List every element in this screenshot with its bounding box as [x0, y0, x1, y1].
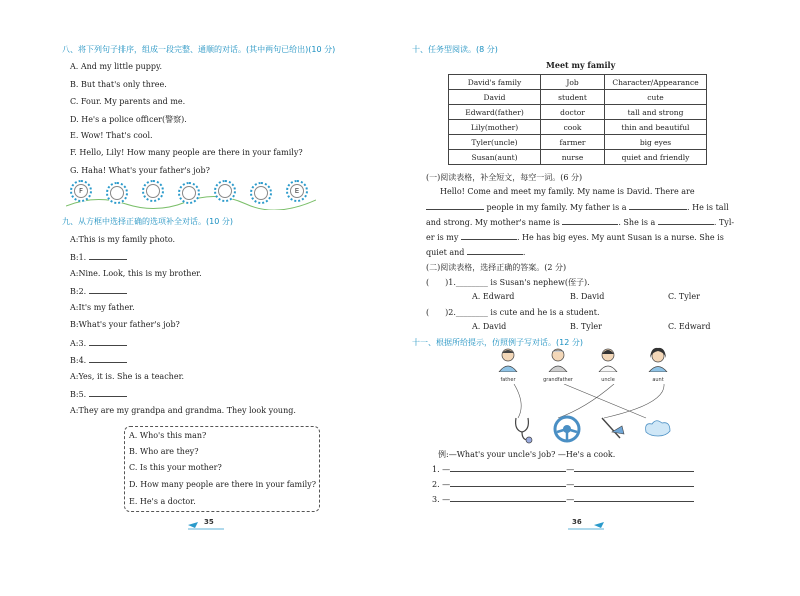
section-11-title: 十一、根据所给提示，仿照例子写对话。(12 分)	[412, 338, 583, 347]
table-cell: nurse	[541, 150, 605, 165]
options-box	[124, 426, 320, 512]
uncle-icon	[595, 346, 621, 372]
option-e: E. He's a doctor.	[129, 497, 196, 506]
person-grandfather: grandfather	[538, 346, 578, 383]
part-2-title: (二)阅读表格，选择正确的答案。(2 分)	[426, 263, 567, 272]
part-1-title: (一)阅读表格，补全短文，每空一词。(6 分)	[426, 173, 583, 182]
q1-option-c[interactable]: C. Tyler	[668, 292, 700, 301]
table-cell: cook	[541, 120, 605, 135]
page-number: 36	[572, 518, 582, 526]
steering-wheel-icon	[552, 414, 582, 444]
flower-slot-5[interactable]	[214, 180, 236, 202]
table-row	[449, 105, 707, 120]
person-uncle: uncle	[588, 346, 628, 383]
table-row	[449, 135, 707, 150]
passage-blank-5[interactable]	[461, 232, 517, 240]
answer-blank-1[interactable]	[89, 252, 127, 260]
option-d: D. How many people are there in your family?	[129, 480, 317, 489]
answer-blank-4[interactable]	[89, 355, 127, 363]
write-blank-2a[interactable]	[450, 479, 566, 487]
write-blank-3b[interactable]	[574, 494, 694, 502]
q2-option-c[interactable]: C. Edward	[668, 322, 711, 331]
sentence-e: E. Wow! That's cool.	[70, 131, 153, 140]
table-cell: big eyes	[605, 135, 707, 150]
write-blank-1b[interactable]	[574, 464, 694, 472]
flower-slot-4[interactable]	[178, 182, 200, 204]
dialog-line-blank-1: B:1.	[70, 252, 127, 262]
dialog-line: A:This is my family photo.	[70, 235, 176, 244]
dialog-line: B:What's your father's job?	[70, 320, 180, 329]
sentence-g: G. Haha! What's your father's job?	[70, 166, 210, 175]
dialog-line: A:Yes, it is. She is a teacher.	[70, 372, 185, 381]
table-cell: tall and strong	[605, 105, 707, 120]
person-father: father	[488, 346, 528, 383]
dialog-line: A:It's my father.	[70, 303, 135, 312]
dialog-line-blank-4: B:4.	[70, 355, 127, 365]
sentence-d: D. He's a police officer(警察).	[70, 115, 187, 124]
table-cell: farmer	[541, 135, 605, 150]
header-cell: Job	[541, 75, 605, 90]
q2-option-b[interactable]: B. Tyler	[570, 322, 602, 331]
passage-blank-4[interactable]	[658, 217, 714, 225]
table-cell: cute	[605, 90, 707, 105]
chef-hat-icon	[642, 418, 674, 442]
hoe-icon	[598, 414, 626, 444]
q1-option-b[interactable]: B. David	[570, 292, 605, 301]
job-objects	[492, 412, 682, 448]
aunt-icon	[645, 346, 671, 372]
write-blank-3a[interactable]	[450, 494, 566, 502]
sentence-b: B. But that's only three.	[70, 80, 167, 89]
table-cell: Tyler(uncle)	[449, 135, 541, 150]
table-title: Meet my family	[546, 60, 616, 70]
dialog-line-blank-2: B:2.	[70, 286, 127, 296]
write-line-3: 3. — —	[432, 494, 694, 504]
section-9-title: 九、从方框中选择正确的选项补全对话。(10 分)	[62, 217, 233, 226]
flower-slot-3[interactable]	[142, 180, 164, 202]
passage-line-2: people in my family. My father is a . He is tall	[426, 202, 729, 212]
table-cell: quiet and friendly	[605, 150, 707, 165]
table-row	[449, 150, 707, 165]
write-line-2: 2. — —	[432, 479, 694, 489]
flower-slot-6[interactable]	[250, 182, 272, 204]
passage-blank-3[interactable]	[562, 217, 618, 225]
example-dialog: 例:—What's your uncle's job? —He's a cook.	[438, 450, 616, 459]
write-line-1: 1. — —	[432, 464, 694, 474]
passage-line-5: quiet and .	[426, 248, 526, 257]
table-header-row	[449, 75, 707, 90]
header-cell: Character/Appearance	[605, 75, 707, 90]
right-page	[400, 0, 800, 596]
passage-blank-1[interactable]	[426, 202, 484, 210]
passage-line-1: Hello! Come and meet my family. My name is David. There are	[440, 187, 695, 196]
answer-blank-3[interactable]	[89, 338, 127, 346]
write-blank-1a[interactable]	[450, 464, 566, 472]
answer-blank-5[interactable]	[89, 389, 127, 397]
section-8-title: 八、将下列句子排序，组成一段完整、通顺的对话。(其中两句已给出)(10 分)	[62, 45, 336, 54]
flower-slot-7[interactable]: E	[286, 180, 308, 202]
option-b: B. Who are they?	[129, 447, 199, 456]
table-cell: Edward(father)	[449, 105, 541, 120]
dialog-line-blank-3: A:3.	[70, 338, 127, 348]
question-2: ( )2.________ is cute and he is a student.	[426, 308, 600, 317]
option-a: A. Who's this man?	[129, 431, 207, 440]
family-table	[448, 74, 707, 165]
table-row	[449, 120, 707, 135]
order-flowers	[66, 180, 316, 210]
flower-slot-2[interactable]	[106, 182, 128, 204]
section-10-title: 十、任务型阅读。(8 分)	[412, 45, 498, 54]
person-aunt: aunt	[638, 346, 678, 383]
table-cell: doctor	[541, 105, 605, 120]
q1-option-a[interactable]: A. Edward	[472, 292, 515, 301]
passage-line-3: and strong. My mother's name is . She is a . Tyl-	[426, 218, 735, 227]
dialog-line-blank-5: B:5.	[70, 389, 127, 399]
sentence-f: F. Hello, Lily! How many people are there in your family?	[70, 148, 303, 157]
flower-slot-1[interactable]: F	[70, 180, 92, 202]
sentence-c: C. Four. My parents and me.	[70, 97, 186, 106]
option-c: C. Is this your mother?	[129, 463, 222, 472]
table-cell: Lily(mother)	[449, 120, 541, 135]
passage-blank-2[interactable]	[629, 202, 687, 210]
sentence-a: A. And my little puppy.	[70, 62, 163, 71]
passage-blank-6[interactable]	[467, 247, 523, 255]
dialog-line: A:Nine. Look, this is my brother.	[70, 269, 202, 278]
dialog-line: A:They are my grandpa and grandma. They look young.	[70, 406, 296, 415]
table-row	[449, 90, 707, 105]
question-1: ( )1.________ is Susan's nephew(侄子).	[426, 278, 590, 287]
passage-line-4: er is my . He has big eyes. My aunt Susan is a nurse. She is	[426, 233, 724, 242]
table-cell: student	[541, 90, 605, 105]
write-blank-2b[interactable]	[574, 479, 694, 487]
table-cell: thin and beautiful	[605, 120, 707, 135]
header-cell: David's family	[449, 75, 541, 90]
father-icon	[495, 346, 521, 372]
table-cell: Susan(aunt)	[449, 150, 541, 165]
table-cell: David	[449, 90, 541, 105]
grandfather-icon	[545, 346, 571, 372]
answer-blank-2[interactable]	[89, 286, 127, 294]
stethoscope-icon	[510, 416, 536, 444]
page-number: 35	[204, 518, 214, 526]
q2-option-a[interactable]: A. David	[472, 322, 507, 331]
